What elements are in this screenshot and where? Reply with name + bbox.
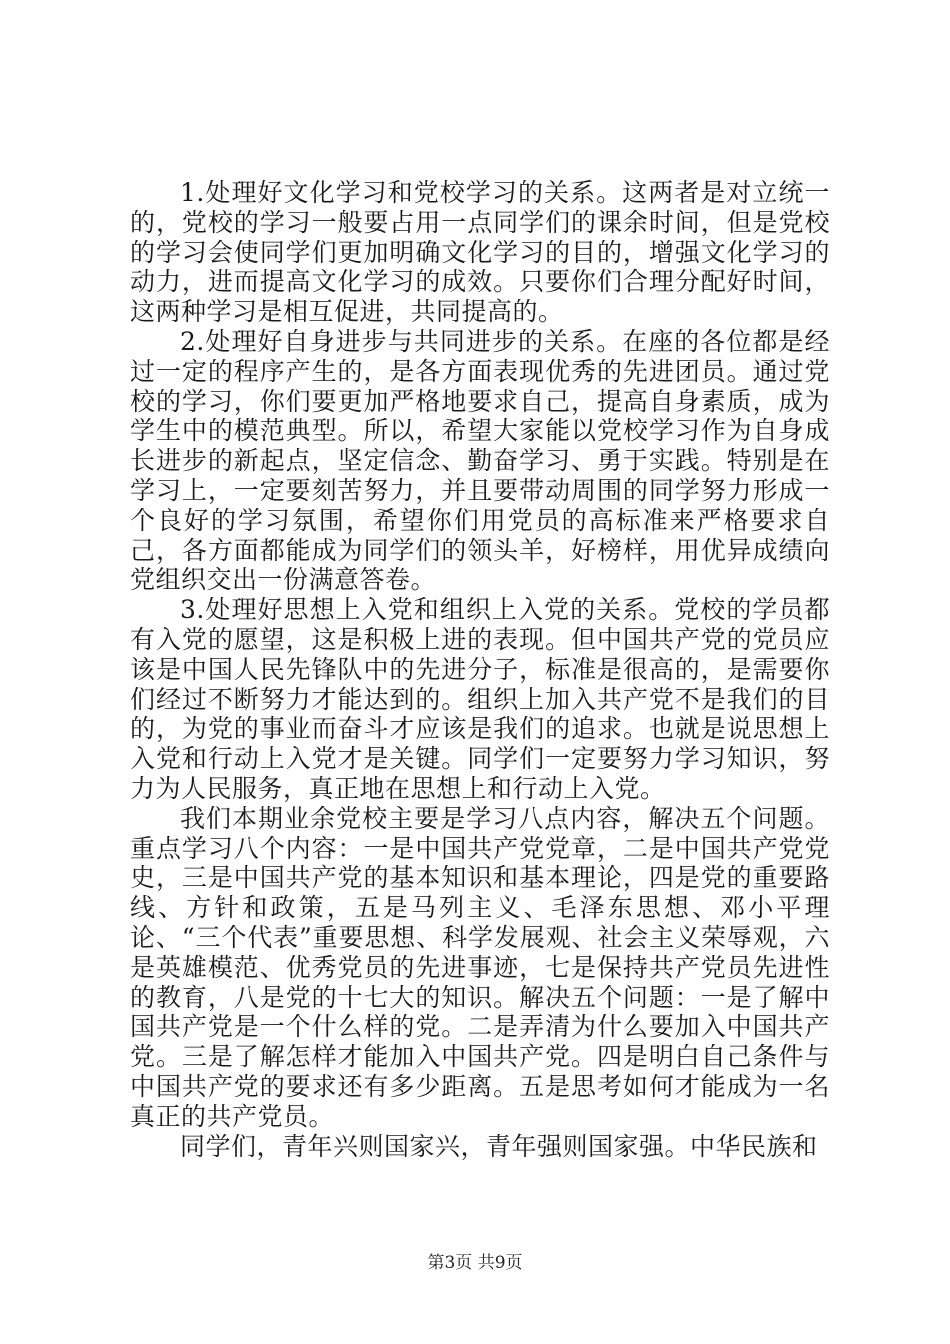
paragraph-2: 2.处理好自身进步与共同进步的关系。在座的各位都是经过一定的程序产生的，是各方面表现优秀的先进团员。通过党校的学习，你们要更加严格地要求自己，提高自身素质，成为学生中的模范典型。所以，希望大家能以党校学习作为自身成长进步的新起点，坚定信念、勤奋学习、勇于实践。特别是在学习上，一定要刻苦努力，并且要带动周围的同学努力形成一个良好的学习氛围，希望你们用党员的高标准来严格要求自己，各方面都能成为同学们的领头羊，好榜样，用优异成绩向党组织交出一份满意答卷。: [130, 326, 830, 595]
paragraph-5: 同学们，青年兴则国家兴，青年强则国家强。中华民族和: [180, 1131, 818, 1161]
page-footer: 第3页 共9页: [427, 1253, 523, 1273]
paragraph-3: 3.处理好思想上入党和组织上入党的关系。党校的学员都有入党的愿望，这是积极上进的表现。但中国共产党的党员应该是中国人民先锋队中的先进分子，标准是很高的，是需要你们经过不断努力才能达到的。组织上加入共产党不是我们的目的，为党的事业而奋斗才应该是我们的追求。也就是说思想上入党和行动上入党才是关键。同学们一定要努力学习知识，努力为人民服务，真正地在思想上和行动上入党。: [130, 595, 830, 803]
paragraph-1: 1.处理好文化学习和党校学习的关系。这两者是对立统一的，党校的学习一般要占用一点同学们的课余时间，但是党校的学习会使同学们更加明确文化学习的目的，增强文化学习的动力，进而提高文化学习的成效。只要你们合理分配好时间，这两种学习是相互促进，共同提高的。: [130, 178, 830, 327]
document-body: [130, 178, 830, 1161]
paragraph-4: 我们本期业余党校主要是学习八点内容，解决五个问题。重点学习八个内容：一是中国共产党党章，二是中国共产党党史，三是中国共产党的基本知识和基本理论，四是党的重要路线、方针和政策，五是马列主义、毛泽东思想、邓小平理论、“三个代表”重要思想、科学发展观、社会主义荣辱观，六是英雄模范、优秀党员的先进事迹，七是保持共产党员先进性的教育，八是党的十七大的知识。解决五个问题：一是了解中国共产党是一个什么样的党。二是弄清为什么要加入中国共产党。三是了解怎样才能加入中国共产党。四是明白自己条件与中国共产党的要求还有多少距离。五是思考如何才能成为一名真正的共产党员。: [130, 803, 830, 1131]
